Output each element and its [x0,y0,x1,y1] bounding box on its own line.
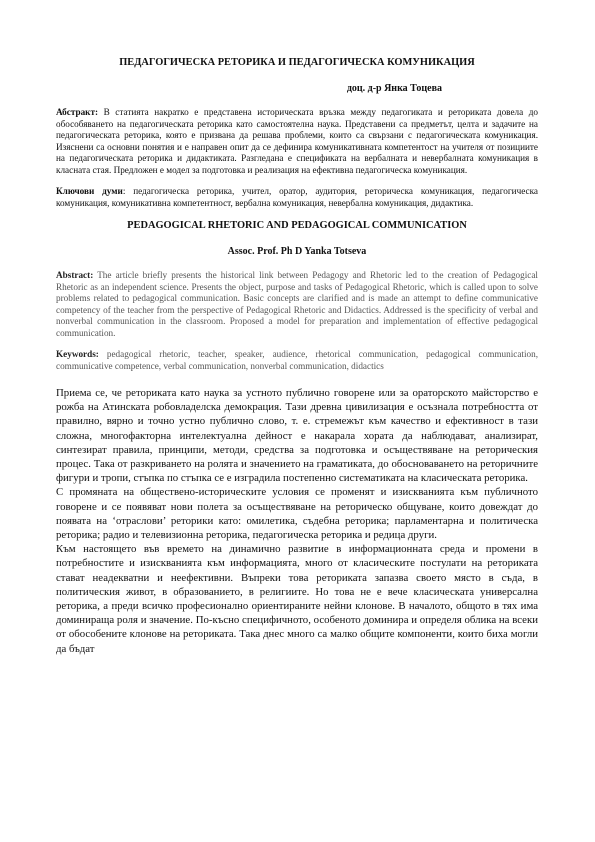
bg-keywords-label: Ключови думи [56,186,123,196]
en-keywords-label: Keywords: [56,349,99,359]
bg-abstract [56,107,538,176]
bg-abstract-text: В статията накратко е представена историческата връзка между педагогиката и реториката довела до обособяването на педагогическата реторика като самостоятелна наука. Представени са предметът, целта и задачите на педагогическата реторика, която е призвана да решава проблеми, които са свързани с педагогическата комуникация. Изяснени са основни понятия и е направен опит да се дефинира комуникативната компетентост на учителя от позициите на педагогическата реторика и дидактиката. Разгледана е спецификата на вербалната и невербалната комуникация в класната стая. Предложен е модел за подготовка и реализация на ефективна педагогическа комуникация. [56,107,538,175]
en-keywords-text: pedagogical rhetoric, teacher, speaker, audience, rhetorical communication, pedagogical communication, communicative competence, verbal communication, nonverbal communication, didactics [56,349,538,371]
bg-title: ПЕДАГОГИЧЕСКА РЕТОРИКА И ПЕДАГОГИЧЕСКА КОМУНИКАЦИЯ [119,57,475,68]
en-keywords [56,349,538,372]
en-author: Assoc. Prof. Ph D Yanka Totseva [227,246,367,257]
body-paragraph-1: Приема се, че реториката като наука за устното публично говорене или за ораторското майсторство е рожба на Атинската робовладелска демокрация. Тази древна цивилизация е осъзнала потребността от правилно, вярно и точно устно публично слово, т. е. стремежът към качество и ефективност в тази сложна, многофакторна интелектуална дейност е накарала хората да наблюдават, анализират, синтезират правила, принципи, методи, средства за подготовка и осъществяване на реторическия процес. Така от разкриването на ролята и значението на граматиката, до обосноваването на реторичните фигури и тропи, стъпка по стъпка се е изградила постепенно систематиката на класическата реторика. [56,387,538,485]
en-abstract-text: The article briefly presents the historical link between Pedagogy and Rhetoric led to the creation of Pedagogical Rhetoric as an independent science. Presents the object, purpose and tasks of Pedagogical Rhetoric, which is called upon to solve problems related to pedagogical communication. Basic concepts are clarified and is made an attempt to define communicative competency of the teacher from the perspective of Pedagogical Rhetoric and Didactics. Addressed is the specificity of verbal and nonverbal communication in the classroom. Proposed a model for preparation and implementation of effective pedagogical communication. [56,270,538,338]
bg-author: доц. д-р Янка Тоцева [346,83,442,94]
body-paragraph-3: Към настоящето във времето на динамично развитие в информационната среда и промени в потребностите и изискванията към информацията, много от класическите постулати на реториката стават неадекватни и неефективни. Въпреки това реториката запазва своето място в съда, в политическия живот, в образованието, в религиите. Но това не е вече класическата универсална реторика, а преди всичко професионално ориентираните нейни клонове. В началото, общото в тях има доминираща роля и значение. По-късно специфичното, особеното доминира и определя облика на всеки от обособените клонове на реториката. Така днес много са малко общите компоненти, които биха могли да бъдат [56,543,538,655]
en-abstract-label: Abstract: [56,270,94,280]
body-paragraph-2: С промяната на обществено-историческите условия се променят и изискванията към публичното говорене и се появяват нови полета за осъществяване на реторическо общуване, които довеждат до появата на ‘отраслови’ реторики като: омилетика, съдебна реторика; парламентарна и политическа реторика; радио и телевизионна реторика, педагогическа реторика и редица други. [56,486,538,542]
document-page [56,56,538,656]
bg-abstract-label: Абстракт: [56,107,99,117]
en-title: PEDAGOGICAL RHETORIC AND PEDAGOGICAL COMMUNICATION [127,220,467,231]
bg-keywords [56,186,538,209]
bg-keywords-text: : педагогическа реторика, учител, оратор, аудитория, реторическа комуникация, педагогическа комуникация, комуникативна компетентност, вербална комуникация, невербална комуникация, дидактика. [56,186,538,208]
en-abstract [56,270,538,339]
